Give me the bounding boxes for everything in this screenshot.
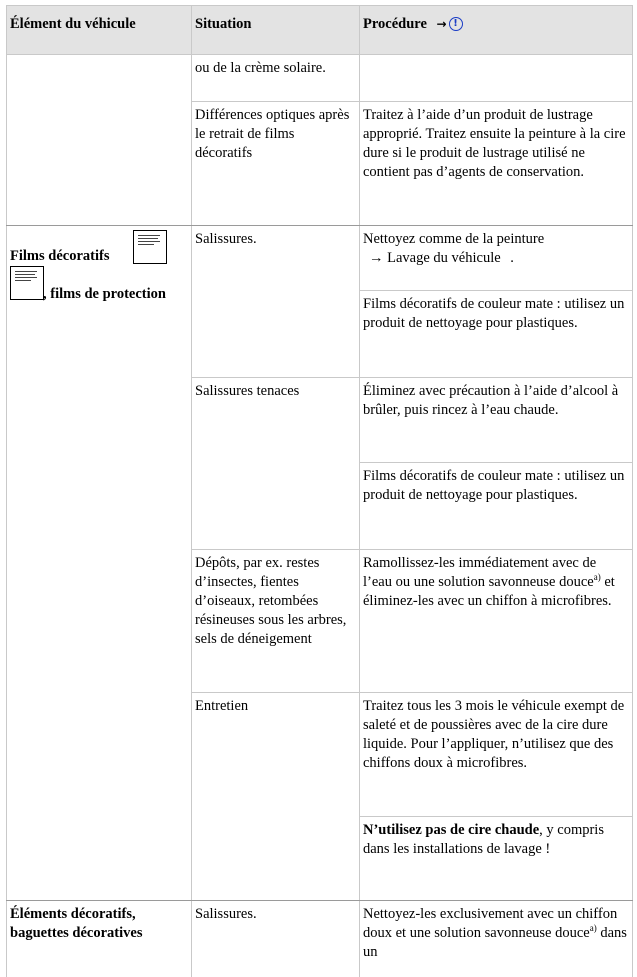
table-border [6,5,7,977]
row-10-procedure [359,900,632,962]
row-7-procedure [359,549,632,611]
row-6-procedure-text: Films décoratifs de couleur mate : utilisez un produit de nettoyage pour plastiques. [363,468,625,503]
row-9-procedure-text: , y compris dans les installations de lavage ! [363,822,604,857]
table-border [191,549,633,550]
row-3-procedure [359,225,632,268]
row-10-situation [191,900,359,924]
row-7-procedure-text: Ramollissez-les immédiatement avec de l’eau ou une solution savonneuse douce [363,555,597,590]
row-3-situation [191,225,359,249]
row-6-procedure [359,462,632,505]
car-wash-link[interactable]: Lavage du véhicule [387,250,501,266]
table-border [359,462,633,463]
warning-icon[interactable]: ! [449,17,463,31]
row-1-situation-text: ou de la crème solaire. [195,60,326,76]
table-border [6,900,633,901]
table-border [191,101,633,102]
row-5-procedure-text: Éliminez avec précaution à l’aide d’alcool à brûler, puis rincez à l’eau chaude. [363,383,619,418]
row-10-situation-text: Salissures. [195,906,257,922]
table-border [6,225,633,226]
header-element [6,5,191,54]
row-8-situation-text: Entretien [195,698,249,714]
row-9-procedure-bold: N’utilisez pas de cire chaude [363,822,540,838]
image-thumbnail-icon[interactable] [133,230,167,264]
table-border [191,692,633,693]
row-5-situation-text: Salissures tenaces [195,383,300,399]
row-2-procedure-text: Traitez à l’aide d’un produit de lustrage approprié. Traitez ensuite la peinture à la cire dure si le produit de lustrage utilisé ne contient pas d’agents de conservation. [363,107,626,180]
row-2-procedure [359,101,632,182]
image-thumbnail-icon[interactable] [10,266,44,300]
arrow-icon: → [436,17,447,31]
row-3-procedure-end: . [510,250,514,266]
row-5-situation [191,377,359,401]
table-border [632,5,633,977]
films-element-cell [6,228,191,300]
header-element-label: Élément du véhicule [10,16,136,32]
row-10-procedure-text: Nettoyez-les exclusivement avec un chiffon doux et une solution savonneuse douce [363,906,618,941]
table-border [191,377,633,378]
row-9-procedure [359,816,632,859]
row-2-situation [191,101,359,163]
row-8-procedure [359,692,632,773]
row-4-procedure-text: Films décoratifs de couleur mate : utilisez un produit de nettoyage pour plastiques. [363,296,625,331]
row-7-situation [191,549,359,649]
films-element-title: Films décoratifs [10,248,110,264]
row-10-procedure-text-end: dans un [363,925,627,960]
row-1-situation [191,54,359,78]
header-situation-label: Situation [195,16,252,32]
table-border [359,5,360,977]
header-procedure [359,5,632,54]
link-arrow-icon: → [369,250,384,266]
table-border [359,290,633,291]
table-border [359,816,633,817]
table-border [6,5,633,6]
row-2-situation-text: Différences optiques après le retrait de films décoratifs [195,107,350,161]
row-3-situation-text: Salissures. [195,231,257,247]
row-5-procedure [359,377,632,420]
table-border [191,5,192,977]
row-3-procedure-text: Nettoyez comme de la peinture [363,231,545,247]
row-10-element-text: Éléments décoratifs, baguettes décoratives [10,906,143,941]
footnote-ref[interactable]: a) [593,572,601,583]
header-procedure-label: Procédure [363,16,427,32]
row-10-element [6,900,191,943]
row-7-procedure-text-end: et éliminez-les avec un chiffon à microfibres. [363,574,615,609]
row-7-situation-text: Dépôts, par ex. restes d’insectes, fientes d’oiseaux, retombées résineuses sous les arbres, sels de déneigement [195,555,347,647]
films-element-subtitle: , films de protection [43,286,166,302]
header-situation [191,5,359,54]
row-8-procedure-text: Traitez tous les 3 mois le véhicule exempt de saleté et de poussières avec de la cire dure liquide. Pour l’appliquer, n’utilisez que des chiffons doux à microfibres. [363,698,625,771]
footnote-ref[interactable]: a) [589,923,597,934]
row-4-procedure [359,290,632,333]
table-border [6,54,633,55]
row-8-situation [191,692,359,716]
